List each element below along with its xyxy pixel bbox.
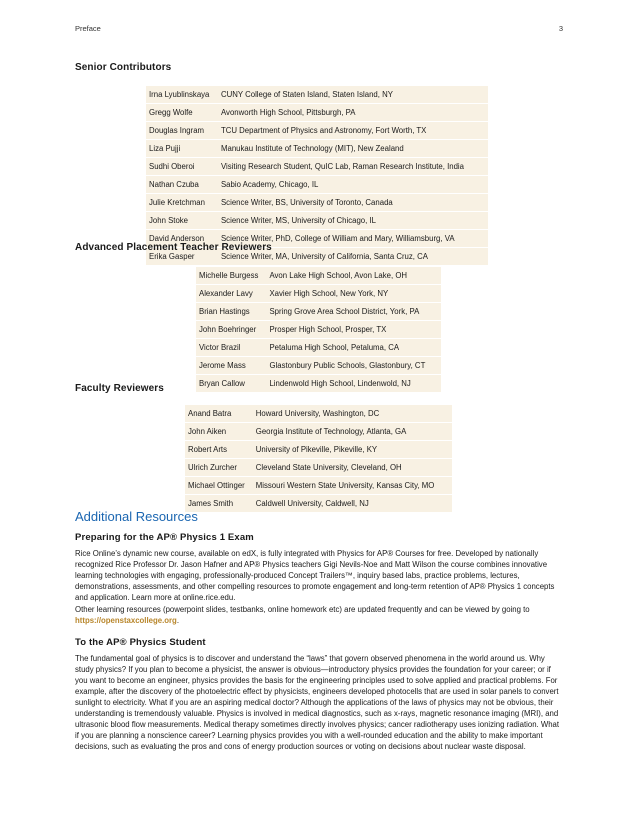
reviewer-name: Robert Arts [185,441,253,459]
ap-teacher-reviewers-table [196,267,441,392]
running-header [75,24,563,36]
ap-student-heading: To the AP® Physics Student [75,637,206,648]
reviewer-name: Douglas Ingram [146,122,218,140]
ap-teacher-reviewers-body [196,267,441,392]
reviewer-affiliation: University of Pikeville, Pikeville, KY [253,441,452,459]
other-resources-text: Other learning resources (powerpoint slides, testbanks, online homework etc) are updated frequently and can be viewed by going to [75,605,530,614]
reviewer-name: John Boehringer [196,321,266,339]
reviewer-affiliation: Science Writer, BS, University of Toronto, Canada [218,194,488,212]
reviewer-name: John Aiken [185,423,253,441]
reviewer-name: Alexander Lavy [196,285,266,303]
reviewer-affiliation: Cleveland State University, Cleveland, OH [253,459,452,477]
reviewer-affiliation: Visiting Research Student, QuIC Lab, Raman Research Institute, India [218,158,488,176]
table-row [196,303,441,321]
reviewer-name: David Anderson [146,230,218,248]
table-row [146,140,488,158]
table-row [196,339,441,357]
table-row [146,158,488,176]
other-resources-period: . [176,616,179,625]
reviewer-affiliation: CUNY College of Staten Island, Staten Island, NY [218,86,488,104]
table-row [146,104,488,122]
reviewer-name: Sudhi Oberoi [146,158,218,176]
reviewer-affiliation: Petaluma High School, Petaluma, CA [266,339,441,357]
reviewer-affiliation: Prosper High School, Prosper, TX [266,321,441,339]
openstax-link[interactable]: https://openstaxcollege.org [75,616,177,625]
table-row [146,176,488,194]
reviewer-name: Bryan Callow [199,379,245,388]
reviewer-affiliation: Spring Grove Area School District, York, PA [266,303,441,321]
table-row [196,321,441,339]
table-row [185,477,452,495]
table-row [196,375,441,393]
reviewer-name: John Stoke [146,212,218,230]
reviewer-affiliation: Georgia Institute of Technology, Atlanta, GA [253,423,452,441]
reviewer-name: Brian Hastings [196,303,266,321]
faculty-reviewers-body [185,405,452,512]
table-row [185,405,452,423]
reviewer-affiliation: Manukau Institute of Technology (MIT), New Zealand [218,140,488,158]
table-row [185,423,452,441]
reviewer-affiliation: Sabio Academy, Chicago, IL [218,176,488,194]
reviewer-name: Ulrich Zurcher [185,459,253,477]
reviewer-name: James Smith [188,499,234,508]
ap-teacher-reviewers-heading: Advanced Placement Teacher Reviewers [75,242,272,253]
faculty-reviewers-table [185,405,452,512]
reviewer-name: Anand Batra [185,405,253,423]
table-row [185,441,452,459]
reviewer-name: Irna Lyublinskaya [146,86,218,104]
table-row [146,86,488,104]
senior-contributors-table [146,86,488,265]
reviewer-affiliation: Avonworth High School, Pittsburgh, PA [218,104,488,122]
faculty-reviewers-heading: Faculty Reviewers [75,383,164,394]
other-resources-paragraph [75,604,565,626]
reviewer-name: Victor Brazil [196,339,266,357]
reviewer-name: Michael Ottinger [185,477,253,495]
reviewer-name: Gregg Wolfe [146,104,218,122]
ap-exam-prep-paragraph: Rice Online’s dynamic new course, available on edX, is fully integrated with Physics for AP® Courses for free. Developed by nationally recognized Rice Professor Dr. Jason Hafner and AP® Physics teachers Gigi Nevils-Noe and Matt Wilson the course combines innovative learning technologies with engaging, professionally-produced Concept Trailers™, inquiry based labs, practice problems, lectures, demonstrations, assessments, and other compelling resources to promote engagement and long-term retention of AP® Physics 1 concepts and application. Learn more at online.rice.edu. [75,549,555,602]
reviewer-affiliation: Avon Lake High School, Avon Lake, OH [266,267,441,285]
reviewer-name: Erika Gasper [149,252,195,261]
reviewer-affiliation: Glastonbury Public Schools, Glastonbury, CT [266,357,441,375]
reviewer-name: Nathan Czuba [146,176,218,194]
senior-contributors-heading: Senior Contributors [75,62,172,73]
ap-student-paragraph: The fundamental goal of physics is to discover and understand the “laws” that govern observed phenomena in the world around us. Why study physics? If you plan to become a physicist, the answer is obvious—introductory physics provides the foundation for your career; or if you want to become an engineer, physics provides the basis for the engineering principles used to solve applied and practical problems. For example, after the discovery of the photoelectric effect by physicists, engineers developed photocells that are used in solar panels to convert sunlight to electricity. What if you are an aspiring medical doctor? Although the applications of the laws of physics may not be obvious, their understanding is tremendously valuable. Physics is involved in medical diagnostics, such as x-rays, magnetic resonance imaging (MRI), and ultrasonic blood flow measurements. Medical therapy sometimes directly involves physics; cancer radiotherapy uses ionizing radiation. What if you are planning a nonscience career? Learning physics provides you with a well-rounded education and the ability to make important decisions, such as evaluating the pros and cons of energy production sources or voting on decisions about nuclear waste disposal. [75,654,560,751]
table-row [146,122,488,140]
table-row [185,495,452,513]
reviewer-affiliation: TCU Department of Physics and Astronomy, Fort Worth, TX [218,122,488,140]
page-number: 3 [558,24,563,33]
table-row [196,285,441,303]
reviewer-affiliation: Science Writer, PhD, College of William and Mary, Williamsburg, VA [218,230,488,248]
reviewer-affiliation: Science Writer, MA, University of California, Santa Cruz, CA [220,252,428,261]
ap-exam-prep-heading: Preparing for the AP® Physics 1 Exam [75,532,254,543]
reviewer-name: Julie Kretchman [146,194,218,212]
reviewer-affiliation: Missouri Western State University, Kansas City, MO [253,477,452,495]
reviewer-affiliation: Science Writer, MS, University of Chicago, IL [218,212,488,230]
running-header-title: Preface [75,24,101,33]
reviewer-affiliation: Howard University, Washington, DC [253,405,452,423]
table-row [196,357,441,375]
reviewer-name: Michelle Burgess [196,267,266,285]
table-row [196,267,441,285]
table-row [146,212,488,230]
table-row [146,194,488,212]
reviewer-affiliation: Lindenwold High School, Lindenwold, NJ [269,379,411,388]
additional-resources-heading: Additional Resources [75,509,198,524]
reviewer-name: Liza Pujji [146,140,218,158]
reviewer-name: Jerome Mass [196,357,266,375]
reviewer-affiliation: Xavier High School, New York, NY [266,285,441,303]
reviewer-affiliation: Caldwell University, Caldwell, NJ [255,499,369,508]
table-row [185,459,452,477]
senior-contributors-body [146,86,488,265]
